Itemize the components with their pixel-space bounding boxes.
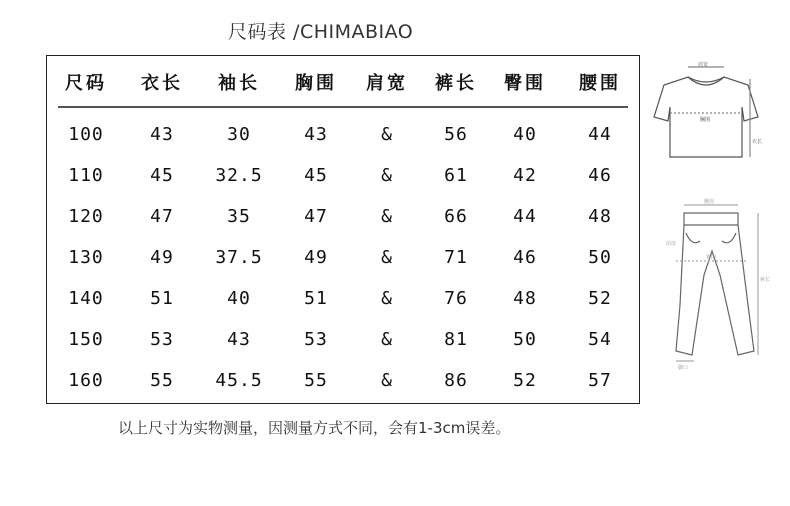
table-cell: 48	[588, 206, 612, 227]
table-cell: 49	[304, 247, 328, 268]
table-cell: 71	[444, 247, 468, 268]
table-cell: 54	[588, 329, 612, 350]
garment-diagrams	[640, 55, 790, 375]
table-cell: 55	[150, 370, 174, 391]
table-cell: 45	[304, 165, 328, 186]
table-cell: 52	[588, 288, 612, 309]
header-length: 衣长	[141, 73, 183, 94]
header-size: 尺码	[65, 73, 107, 94]
table-cell: 40	[513, 124, 537, 145]
table-cell: 120	[68, 206, 104, 227]
table-cell: 66	[444, 206, 468, 227]
table-cell: 160	[68, 370, 104, 391]
table-cell: 30	[227, 124, 251, 145]
table-cell: &	[381, 370, 393, 391]
table-cell: 44	[513, 206, 537, 227]
table-cell: 45	[150, 165, 174, 186]
header-hip: 臀围	[504, 73, 546, 94]
table-cell: 51	[304, 288, 328, 309]
table-row	[47, 108, 641, 155]
table-cell: 43	[304, 124, 328, 145]
table-cell: 53	[304, 329, 328, 350]
table-cell: 43	[150, 124, 174, 145]
header-sleeve: 袖长	[218, 73, 260, 94]
header-pants-length: 裤长	[435, 73, 477, 94]
table-cell: 44	[588, 124, 612, 145]
pants-icon	[676, 205, 758, 361]
table-cell: &	[381, 206, 393, 227]
table-row	[47, 278, 641, 319]
shirt-mid-label: 胸围	[700, 117, 711, 123]
table-cell: &	[381, 124, 393, 145]
header-waist: 腰围	[579, 73, 621, 94]
table-cell: 46	[588, 165, 612, 186]
table-cell: 110	[68, 165, 104, 186]
pants-hem-label: 脚口	[678, 365, 689, 371]
table-row	[47, 319, 641, 360]
table-row	[47, 237, 641, 278]
table-cell: 61	[444, 165, 468, 186]
table-cell: 150	[68, 329, 104, 350]
shirt-top-label: 肩宽	[698, 62, 709, 68]
table-header-row	[47, 56, 641, 108]
table-cell: 57	[588, 370, 612, 391]
table-cell: 46	[513, 247, 537, 268]
table-cell: &	[381, 288, 393, 309]
garment-diagram-svg	[640, 55, 790, 375]
table-cell: 43	[227, 329, 251, 350]
table-row	[47, 360, 641, 401]
table-cell: 140	[68, 288, 104, 309]
table-cell: 55	[304, 370, 328, 391]
table-cell: 130	[68, 247, 104, 268]
shirt-side-label: 衣长	[752, 139, 763, 145]
pants-waist-label: 腰围	[704, 199, 715, 205]
table-cell: 76	[444, 288, 468, 309]
header-shoulder: 肩宽	[366, 73, 408, 94]
pants-rise-label: 前浪	[666, 241, 677, 247]
table-cell: 37.5	[215, 247, 263, 268]
table-cell: 47	[150, 206, 174, 227]
pants-hip-label: 臀围	[706, 255, 717, 261]
table-row	[47, 196, 641, 237]
table-cell: 56	[444, 124, 468, 145]
measurement-note: 以上尺寸为实物测量，因测量方式不同，会有1-3cm误差。	[118, 419, 511, 437]
tshirt-icon	[654, 67, 758, 157]
page-title: 尺码表 /CHIMABIAO	[228, 21, 414, 43]
table-cell: 49	[150, 247, 174, 268]
table-cell: 48	[513, 288, 537, 309]
table-cell: 100	[68, 124, 104, 145]
header-chest: 胸围	[295, 73, 337, 94]
table-cell: 32.5	[215, 165, 263, 186]
table-cell: 45.5	[215, 370, 263, 391]
table-cell: 50	[513, 329, 537, 350]
table-cell: 50	[588, 247, 612, 268]
table-cell: 35	[227, 206, 251, 227]
table-cell: &	[381, 329, 393, 350]
size-table-container	[46, 55, 640, 404]
table-cell: 47	[304, 206, 328, 227]
table-cell: 40	[227, 288, 251, 309]
table-cell: 51	[150, 288, 174, 309]
table-cell: 81	[444, 329, 468, 350]
table-cell: 52	[513, 370, 537, 391]
table-cell: 53	[150, 329, 174, 350]
table-row	[47, 155, 641, 196]
header-divider	[58, 106, 628, 108]
table-cell: &	[381, 165, 393, 186]
table-cell: 86	[444, 370, 468, 391]
pants-side-label: 裤长	[760, 277, 771, 283]
table-cell: &	[381, 247, 393, 268]
table-cell: 42	[513, 165, 537, 186]
